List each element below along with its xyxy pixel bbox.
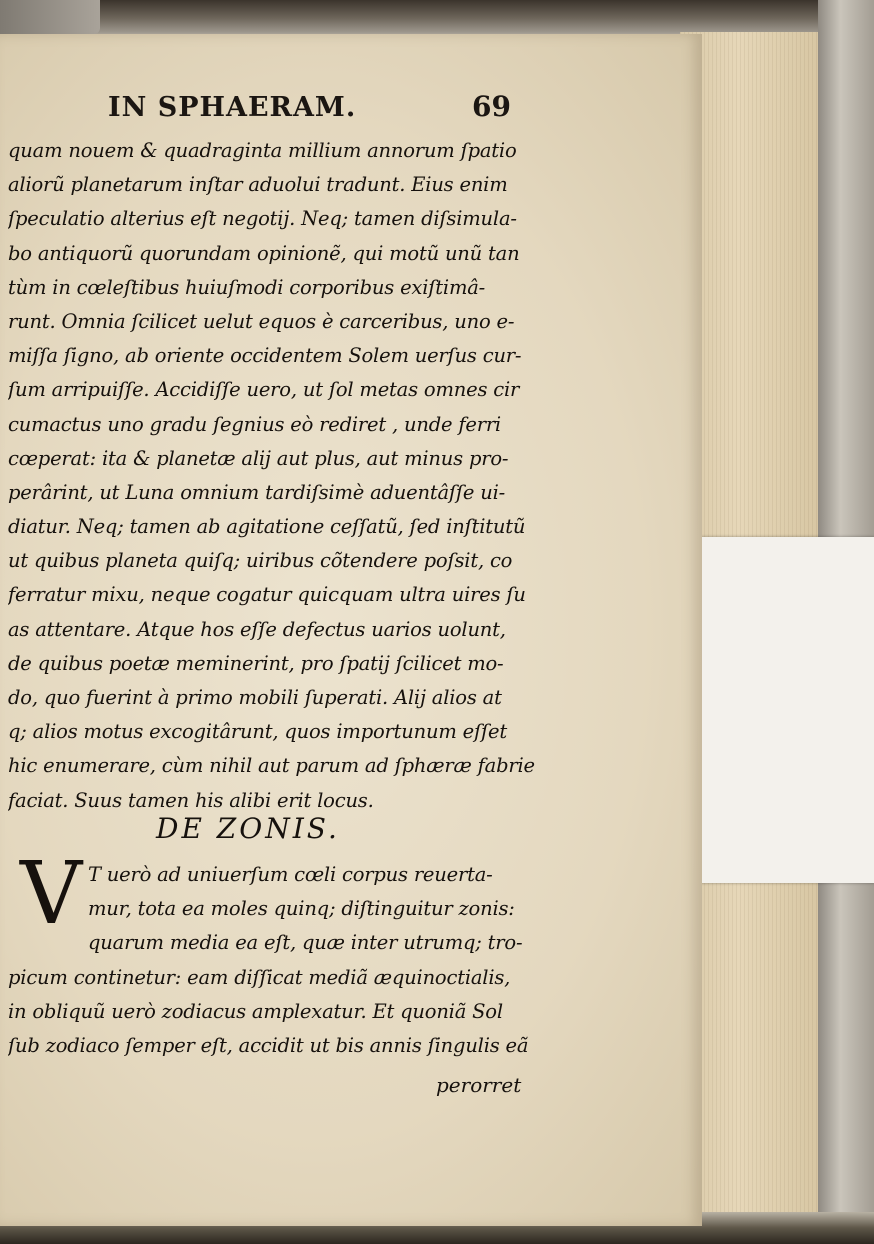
page-number: 69: [472, 90, 511, 123]
text-line: miſſa ſigno, ab oriente occidentem Solem uerſus cur-: [8, 344, 522, 368]
text-line: cumactus uno gradu ſegnius eò rediret , unde ferri: [8, 412, 501, 436]
text-line: q; alios motus excogitârunt, quos importunum eſſet: [8, 720, 507, 744]
text-line: do, quo fuerint à primo mobili ſuperati. Alij alios at: [8, 686, 502, 709]
running-head-title: IN SPHAERAM.: [108, 92, 357, 123]
text-line: ferratur mixu, neque cogatur quicquam ultra uires ſu: [8, 583, 526, 607]
text-line: as attentare. Atque hos eſſe defectus uarios uolunt,: [8, 617, 506, 641]
text-line: cœperat: ita & planetæ alij aut plus, aut minus pro-: [8, 446, 509, 470]
text-line: ut quibus planeta quiſq; uiribus cõtendere poſsit, co: [8, 549, 513, 573]
text-line: faciat. Suus tamen his alibi erit locus.: [8, 788, 374, 812]
drop-cap: V: [20, 844, 83, 944]
text-line: quam nouem & quadraginta millium annorum ſpatio: [8, 139, 517, 162]
section-heading: DE ZONIS.: [156, 812, 340, 845]
catchword: perorret: [436, 1073, 522, 1097]
text-line: mur, tota ea moles quinq; diſtinguitur zonis:: [88, 897, 515, 921]
text-line: T uerò ad uniuerſum cœli corpus reuerta-: [88, 863, 493, 886]
text-line: de quibus poetæ meminerint, pro ſpatij ſcilicet mo-: [8, 651, 504, 675]
text-line: ſpeculatio alterius eſt negotij. Neq; tamen diſsimula-: [8, 207, 517, 231]
text-line: quarum media ea eſt, quæ inter utrumq; tro-: [88, 931, 523, 955]
text-line: hic enumerare, cùm nihil aut parum ad ſphæræ fabrie: [8, 754, 535, 778]
text-block: [8, 134, 538, 818]
text-line: perârint, ut Luna omnium tardiſsimè aduentâſſe ui-: [8, 480, 506, 504]
text-line: bo antiquorũ quorundam opinionẽ, qui motũ unũ tan: [8, 241, 520, 265]
text-line: ſum arripuiſſe. Accidiſſe uero, ut ſol metas omnes cir: [8, 378, 520, 402]
text-line: in obliquũ uerò zodiacus amplexatur. Et quoniã Sol: [8, 999, 503, 1023]
paper-bookmark-slip: [680, 537, 874, 883]
text-line: runt. Omnia ſcilicet uelut equos è carceribus, uno e-: [8, 309, 515, 333]
binding-strap: [0, 0, 100, 34]
text-line: tùm in cœleſtibus huiuſmodi corporibus exiſtimâ-: [8, 275, 486, 299]
section-text-block: [8, 858, 542, 1063]
running-head: [108, 92, 528, 132]
text-line: diatur. Neq; tamen ab agitatione ceſſatũ, ſed inſtitutũ: [8, 515, 526, 539]
text-line: aliorũ planetarum inſtar aduolui tradunt. Eius enim: [8, 173, 508, 197]
text-line: picum continetur: eam diſſicat mediã æquinoctialis,: [8, 965, 511, 989]
text-line: ſub zodiaco ſemper eſt, accidit ut bis annis ſingulis eã: [8, 1033, 529, 1057]
